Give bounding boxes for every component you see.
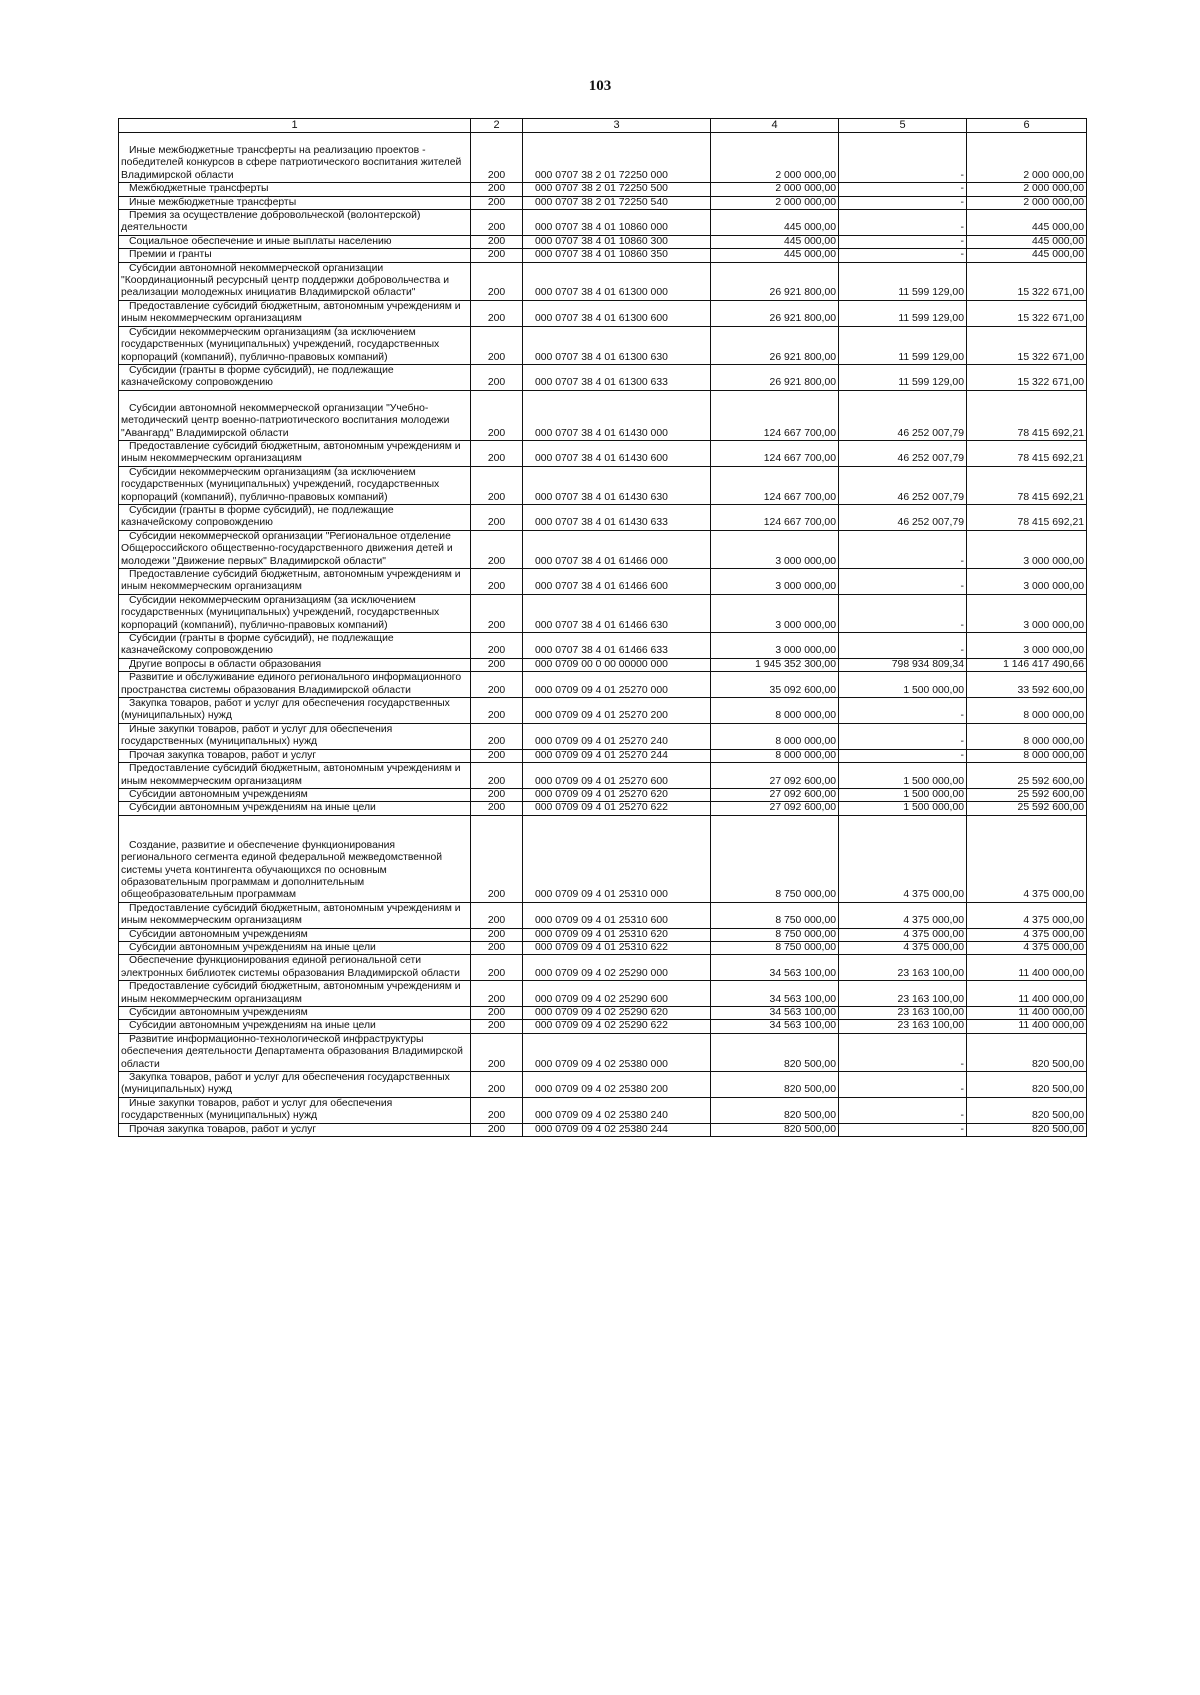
row-executed-amount-cell: 1 500 000,00 <box>839 788 967 801</box>
table-row <box>119 235 1087 248</box>
row-name-cell: Обеспечение функционирования единой региональной сети электронных библиотек системы образования Владимирской области <box>119 955 471 981</box>
budget-table <box>118 118 1087 1137</box>
row-admin-code-cell: 200 <box>471 249 523 262</box>
row-executed-amount-cell: 23 163 100,00 <box>839 955 967 981</box>
row-executed-amount-cell: - <box>839 723 967 749</box>
row-executed-amount-cell: - <box>839 1033 967 1071</box>
row-remaining-amount-cell: 820 500,00 <box>967 1123 1087 1136</box>
table-row <box>119 763 1087 789</box>
row-name-cell: Развитие информационно-технологической инфраструктуры обеспечения деятельности Департамента образования Владимирской области <box>119 1033 471 1071</box>
table-row <box>119 788 1087 801</box>
row-admin-code-cell: 200 <box>471 723 523 749</box>
row-admin-code-cell: 200 <box>471 633 523 659</box>
row-admin-code-cell: 200 <box>471 1072 523 1098</box>
row-classification-code-cell: 000 0709 09 4 01 25270 000 <box>523 672 711 698</box>
row-admin-code-cell: 200 <box>471 262 523 300</box>
row-name-cell: Предоставление субсидий бюджетным, автономным учреждениям и иным некоммерческим организациям <box>119 440 471 466</box>
row-approved-amount-cell: 2 000 000,00 <box>711 133 839 183</box>
row-remaining-amount-cell: 11 400 000,00 <box>967 955 1087 981</box>
row-admin-code-cell: 200 <box>471 196 523 209</box>
row-approved-amount-cell: 820 500,00 <box>711 1033 839 1071</box>
table-row <box>119 902 1087 928</box>
row-approved-amount-cell: 445 000,00 <box>711 235 839 248</box>
row-remaining-amount-cell: 820 500,00 <box>967 1072 1087 1098</box>
row-approved-amount-cell: 3 000 000,00 <box>711 633 839 659</box>
row-executed-amount-cell: 4 375 000,00 <box>839 815 967 902</box>
table-row <box>119 749 1087 762</box>
row-approved-amount-cell: 27 092 600,00 <box>711 802 839 815</box>
row-remaining-amount-cell: 8 000 000,00 <box>967 749 1087 762</box>
row-admin-code-cell: 200 <box>471 504 523 530</box>
table-row <box>119 569 1087 595</box>
row-admin-code-cell: 200 <box>471 928 523 941</box>
table-row <box>119 326 1087 364</box>
header-cell: 6 <box>967 119 1087 133</box>
row-remaining-amount-cell: 25 592 600,00 <box>967 763 1087 789</box>
row-approved-amount-cell: 34 563 100,00 <box>711 981 839 1007</box>
row-approved-amount-cell: 8 750 000,00 <box>711 815 839 902</box>
row-approved-amount-cell: 1 945 352 300,00 <box>711 658 839 671</box>
row-executed-amount-cell: 1 500 000,00 <box>839 763 967 789</box>
row-name-cell: Субсидии автономной некоммерческой организации "Учебно-методический центр военно-патриотического воспитания молодежи "Авангард" Владимирской области <box>119 390 471 440</box>
row-name-cell: Прочая закупка товаров, работ и услуг <box>119 749 471 762</box>
table-row <box>119 210 1087 236</box>
table-row <box>119 364 1087 390</box>
row-approved-amount-cell: 8 000 000,00 <box>711 749 839 762</box>
row-executed-amount-cell: 4 375 000,00 <box>839 928 967 941</box>
row-remaining-amount-cell: 1 146 417 490,66 <box>967 658 1087 671</box>
row-admin-code-cell: 200 <box>471 440 523 466</box>
row-remaining-amount-cell: 4 375 000,00 <box>967 902 1087 928</box>
row-admin-code-cell: 200 <box>471 698 523 724</box>
row-approved-amount-cell: 8 750 000,00 <box>711 902 839 928</box>
row-admin-code-cell: 200 <box>471 763 523 789</box>
row-classification-code-cell: 000 0709 09 4 02 25290 620 <box>523 1007 711 1020</box>
row-remaining-amount-cell: 2 000 000,00 <box>967 196 1087 209</box>
row-name-cell: Закупка товаров, работ и услуг для обеспечения государственных (муниципальных) нужд <box>119 698 471 724</box>
row-classification-code-cell: 000 0707 38 4 01 61430 000 <box>523 390 711 440</box>
row-name-cell: Иные закупки товаров, работ и услуг для обеспечения государственных (муниципальных) нужд <box>119 1097 471 1123</box>
row-remaining-amount-cell: 15 322 671,00 <box>967 300 1087 326</box>
row-name-cell: Субсидии (гранты в форме субсидий), не подлежащие казначейскому сопровождению <box>119 504 471 530</box>
row-executed-amount-cell: - <box>839 1072 967 1098</box>
row-remaining-amount-cell: 820 500,00 <box>967 1033 1087 1071</box>
row-classification-code-cell: 000 0707 38 2 01 72250 540 <box>523 196 711 209</box>
row-approved-amount-cell: 820 500,00 <box>711 1072 839 1098</box>
header-cell: 2 <box>471 119 523 133</box>
row-admin-code-cell: 200 <box>471 672 523 698</box>
row-remaining-amount-cell: 78 415 692,21 <box>967 504 1087 530</box>
row-admin-code-cell: 200 <box>471 749 523 762</box>
row-executed-amount-cell: 11 599 129,00 <box>839 300 967 326</box>
row-name-cell: Социальное обеспечение и иные выплаты населению <box>119 235 471 248</box>
row-name-cell: Субсидии некоммерческим организациям (за исключением государственных (муниципальных) учреждений, государственных корпораций (компаний), публично-правовых компаний) <box>119 326 471 364</box>
row-name-cell: Субсидии автономным учреждениям на иные цели <box>119 802 471 815</box>
row-name-cell: Закупка товаров, работ и услуг для обеспечения государственных (муниципальных) нужд <box>119 1072 471 1098</box>
row-admin-code-cell: 200 <box>471 133 523 183</box>
row-approved-amount-cell: 124 667 700,00 <box>711 466 839 504</box>
row-executed-amount-cell: 11 599 129,00 <box>839 262 967 300</box>
row-admin-code-cell: 200 <box>471 210 523 236</box>
row-name-cell: Прочая закупка товаров, работ и услуг <box>119 1123 471 1136</box>
table-row <box>119 440 1087 466</box>
row-name-cell: Межбюджетные трансферты <box>119 183 471 196</box>
row-admin-code-cell: 200 <box>471 1033 523 1071</box>
row-remaining-amount-cell: 11 400 000,00 <box>967 1007 1087 1020</box>
row-admin-code-cell: 200 <box>471 1123 523 1136</box>
row-approved-amount-cell: 35 092 600,00 <box>711 672 839 698</box>
row-executed-amount-cell: 23 163 100,00 <box>839 1007 967 1020</box>
table-row <box>119 183 1087 196</box>
row-executed-amount-cell: 23 163 100,00 <box>839 981 967 1007</box>
row-remaining-amount-cell: 4 375 000,00 <box>967 941 1087 954</box>
row-remaining-amount-cell: 33 592 600,00 <box>967 672 1087 698</box>
row-classification-code-cell: 000 0709 09 4 02 25380 244 <box>523 1123 711 1136</box>
row-remaining-amount-cell: 445 000,00 <box>967 235 1087 248</box>
row-name-cell: Субсидии автономным учреждениям на иные цели <box>119 941 471 954</box>
table-row <box>119 1123 1087 1136</box>
row-remaining-amount-cell: 8 000 000,00 <box>967 698 1087 724</box>
row-admin-code-cell: 200 <box>471 902 523 928</box>
row-classification-code-cell: 000 0707 38 4 01 61466 600 <box>523 569 711 595</box>
row-approved-amount-cell: 124 667 700,00 <box>711 390 839 440</box>
row-approved-amount-cell: 3 000 000,00 <box>711 569 839 595</box>
row-remaining-amount-cell: 820 500,00 <box>967 1097 1087 1123</box>
row-classification-code-cell: 000 0709 09 4 02 25380 200 <box>523 1072 711 1098</box>
header-cell: 3 <box>523 119 711 133</box>
row-classification-code-cell: 000 0707 38 4 01 61466 633 <box>523 633 711 659</box>
row-remaining-amount-cell: 25 592 600,00 <box>967 788 1087 801</box>
table-row <box>119 955 1087 981</box>
row-name-cell: Развитие и обслуживание единого регионального информационного пространства системы образования Владимирской области <box>119 672 471 698</box>
table-row <box>119 802 1087 815</box>
row-executed-amount-cell: - <box>839 1097 967 1123</box>
row-executed-amount-cell: 46 252 007,79 <box>839 504 967 530</box>
row-approved-amount-cell: 3 000 000,00 <box>711 530 839 568</box>
row-admin-code-cell: 200 <box>471 788 523 801</box>
row-admin-code-cell: 200 <box>471 569 523 595</box>
row-classification-code-cell: 000 0707 38 4 01 61300 600 <box>523 300 711 326</box>
row-approved-amount-cell: 27 092 600,00 <box>711 763 839 789</box>
row-classification-code-cell: 000 0709 09 4 02 25380 000 <box>523 1033 711 1071</box>
row-approved-amount-cell: 820 500,00 <box>711 1123 839 1136</box>
row-approved-amount-cell: 3 000 000,00 <box>711 594 839 632</box>
row-name-cell: Субсидии автономным учреждениям <box>119 1007 471 1020</box>
row-remaining-amount-cell: 11 400 000,00 <box>967 1020 1087 1033</box>
row-approved-amount-cell: 445 000,00 <box>711 210 839 236</box>
row-admin-code-cell: 200 <box>471 815 523 902</box>
row-approved-amount-cell: 8 000 000,00 <box>711 698 839 724</box>
row-remaining-amount-cell: 78 415 692,21 <box>967 390 1087 440</box>
page-number: 103 <box>588 78 612 94</box>
row-remaining-amount-cell: 4 375 000,00 <box>967 815 1087 902</box>
row-classification-code-cell: 000 0707 38 4 01 61430 630 <box>523 466 711 504</box>
row-classification-code-cell: 000 0707 38 4 01 61466 630 <box>523 594 711 632</box>
row-approved-amount-cell: 124 667 700,00 <box>711 504 839 530</box>
table-row <box>119 1033 1087 1071</box>
row-classification-code-cell: 000 0707 38 2 01 72250 000 <box>523 133 711 183</box>
header-cell: 4 <box>711 119 839 133</box>
row-admin-code-cell: 200 <box>471 466 523 504</box>
table-row <box>119 133 1087 183</box>
table-row <box>119 196 1087 209</box>
row-executed-amount-cell: 46 252 007,79 <box>839 466 967 504</box>
row-remaining-amount-cell: 11 400 000,00 <box>967 981 1087 1007</box>
row-approved-amount-cell: 2 000 000,00 <box>711 196 839 209</box>
row-executed-amount-cell: 46 252 007,79 <box>839 390 967 440</box>
row-admin-code-cell: 200 <box>471 326 523 364</box>
row-name-cell: Субсидии некоммерческим организациям (за исключением государственных (муниципальных) учреждений, государственных корпораций (компаний), публично-правовых компаний) <box>119 594 471 632</box>
row-name-cell: Субсидии автономной некоммерческой организации "Координационный ресурсный центр поддержки добровольчества и реализации молодежных инициатив Владимирской области" <box>119 262 471 300</box>
row-admin-code-cell: 200 <box>471 235 523 248</box>
row-remaining-amount-cell: 445 000,00 <box>967 210 1087 236</box>
row-name-cell: Создание, развитие и обеспечение функционирования регионального сегмента единой федеральной межведомственной системы учета контингента обучающихся по основным образовательным программам и дополнительным общеобразовательным программам <box>119 815 471 902</box>
row-name-cell: Предоставление субсидий бюджетным, автономным учреждениям и иным некоммерческим организациям <box>119 569 471 595</box>
row-executed-amount-cell: - <box>839 196 967 209</box>
row-approved-amount-cell: 26 921 800,00 <box>711 300 839 326</box>
table-row <box>119 594 1087 632</box>
row-remaining-amount-cell: 3 000 000,00 <box>967 633 1087 659</box>
row-remaining-amount-cell: 3 000 000,00 <box>967 530 1087 568</box>
row-approved-amount-cell: 27 092 600,00 <box>711 788 839 801</box>
row-executed-amount-cell: - <box>839 633 967 659</box>
table-row <box>119 1072 1087 1098</box>
row-admin-code-cell: 200 <box>471 955 523 981</box>
row-classification-code-cell: 000 0707 38 4 01 61430 600 <box>523 440 711 466</box>
row-remaining-amount-cell: 445 000,00 <box>967 249 1087 262</box>
row-classification-code-cell: 000 0709 09 4 01 25270 240 <box>523 723 711 749</box>
row-name-cell: Предоставление субсидий бюджетным, автономным учреждениям и иным некоммерческим организациям <box>119 300 471 326</box>
row-approved-amount-cell: 8 750 000,00 <box>711 941 839 954</box>
row-approved-amount-cell: 445 000,00 <box>711 249 839 262</box>
row-executed-amount-cell: 11 599 129,00 <box>839 364 967 390</box>
row-classification-code-cell: 000 0709 09 4 02 25290 600 <box>523 981 711 1007</box>
row-executed-amount-cell: - <box>839 1123 967 1136</box>
header-cell: 1 <box>119 119 471 133</box>
row-name-cell: Предоставление субсидий бюджетным, автономным учреждениям и иным некоммерческим организациям <box>119 902 471 928</box>
row-remaining-amount-cell: 78 415 692,21 <box>967 466 1087 504</box>
row-remaining-amount-cell: 15 322 671,00 <box>967 326 1087 364</box>
table-row <box>119 981 1087 1007</box>
row-executed-amount-cell: - <box>839 530 967 568</box>
header-row <box>119 119 1087 133</box>
row-name-cell: Предоставление субсидий бюджетным, автономным учреждениям и иным некоммерческим организациям <box>119 981 471 1007</box>
table-row <box>119 249 1087 262</box>
row-classification-code-cell: 000 0707 38 4 01 10860 300 <box>523 235 711 248</box>
table-row <box>119 633 1087 659</box>
row-approved-amount-cell: 26 921 800,00 <box>711 364 839 390</box>
row-approved-amount-cell: 34 563 100,00 <box>711 955 839 981</box>
row-remaining-amount-cell: 3 000 000,00 <box>967 594 1087 632</box>
row-classification-code-cell: 000 0709 09 4 02 25290 622 <box>523 1020 711 1033</box>
table-row <box>119 530 1087 568</box>
row-admin-code-cell: 200 <box>471 1007 523 1020</box>
row-name-cell: Премия за осуществление добровольческой (волонтерской) деятельности <box>119 210 471 236</box>
row-executed-amount-cell: 1 500 000,00 <box>839 672 967 698</box>
row-approved-amount-cell: 2 000 000,00 <box>711 183 839 196</box>
row-approved-amount-cell: 8 000 000,00 <box>711 723 839 749</box>
row-admin-code-cell: 200 <box>471 300 523 326</box>
row-executed-amount-cell: 1 500 000,00 <box>839 802 967 815</box>
row-name-cell: Субсидии (гранты в форме субсидий), не подлежащие казначейскому сопровождению <box>119 364 471 390</box>
row-executed-amount-cell: - <box>839 235 967 248</box>
row-admin-code-cell: 200 <box>471 530 523 568</box>
row-admin-code-cell: 200 <box>471 941 523 954</box>
row-admin-code-cell: 200 <box>471 981 523 1007</box>
row-executed-amount-cell: - <box>839 210 967 236</box>
row-name-cell: Премии и гранты <box>119 249 471 262</box>
table-row <box>119 466 1087 504</box>
row-classification-code-cell: 000 0709 09 4 02 25380 240 <box>523 1097 711 1123</box>
row-executed-amount-cell: - <box>839 594 967 632</box>
table-row <box>119 941 1087 954</box>
row-executed-amount-cell: 4 375 000,00 <box>839 941 967 954</box>
row-classification-code-cell: 000 0709 09 4 01 25270 200 <box>523 698 711 724</box>
row-admin-code-cell: 200 <box>471 390 523 440</box>
row-remaining-amount-cell: 4 375 000,00 <box>967 928 1087 941</box>
row-classification-code-cell: 000 0709 09 4 01 25270 620 <box>523 788 711 801</box>
row-admin-code-cell: 200 <box>471 183 523 196</box>
row-classification-code-cell: 000 0707 38 4 01 61466 000 <box>523 530 711 568</box>
row-classification-code-cell: 000 0709 09 4 01 25270 622 <box>523 802 711 815</box>
row-classification-code-cell: 000 0707 38 4 01 10860 000 <box>523 210 711 236</box>
row-admin-code-cell: 200 <box>471 594 523 632</box>
table-row <box>119 698 1087 724</box>
table-row <box>119 658 1087 671</box>
row-executed-amount-cell: 798 934 809,34 <box>839 658 967 671</box>
row-remaining-amount-cell: 8 000 000,00 <box>967 723 1087 749</box>
row-remaining-amount-cell: 25 592 600,00 <box>967 802 1087 815</box>
row-classification-code-cell: 000 0707 38 4 01 61430 633 <box>523 504 711 530</box>
header-cell: 5 <box>839 119 967 133</box>
row-remaining-amount-cell: 15 322 671,00 <box>967 364 1087 390</box>
table-row <box>119 390 1087 440</box>
row-approved-amount-cell: 34 563 100,00 <box>711 1020 839 1033</box>
table-row <box>119 262 1087 300</box>
row-executed-amount-cell: - <box>839 133 967 183</box>
row-classification-code-cell: 000 0707 38 4 01 61300 630 <box>523 326 711 364</box>
row-classification-code-cell: 000 0707 38 4 01 61300 000 <box>523 262 711 300</box>
table-row <box>119 672 1087 698</box>
row-name-cell: Субсидии автономным учреждениям на иные цели <box>119 1020 471 1033</box>
row-executed-amount-cell: 4 375 000,00 <box>839 902 967 928</box>
row-remaining-amount-cell: 78 415 692,21 <box>967 440 1087 466</box>
row-admin-code-cell: 200 <box>471 364 523 390</box>
row-classification-code-cell: 000 0709 09 4 02 25290 000 <box>523 955 711 981</box>
row-approved-amount-cell: 34 563 100,00 <box>711 1007 839 1020</box>
row-name-cell: Субсидии некоммерческим организациям (за исключением государственных (муниципальных) учреждений, государственных корпораций (компаний), публично-правовых компаний) <box>119 466 471 504</box>
row-executed-amount-cell: 11 599 129,00 <box>839 326 967 364</box>
row-executed-amount-cell: - <box>839 749 967 762</box>
row-classification-code-cell: 000 0709 09 4 01 25270 244 <box>523 749 711 762</box>
row-executed-amount-cell: - <box>839 183 967 196</box>
row-name-cell: Иные межбюджетные трансферты <box>119 196 471 209</box>
row-admin-code-cell: 200 <box>471 802 523 815</box>
row-classification-code-cell: 000 0707 38 4 01 10860 350 <box>523 249 711 262</box>
row-remaining-amount-cell: 3 000 000,00 <box>967 569 1087 595</box>
table-row <box>119 928 1087 941</box>
row-remaining-amount-cell: 15 322 671,00 <box>967 262 1087 300</box>
row-name-cell: Иные закупки товаров, работ и услуг для обеспечения государственных (муниципальных) нужд <box>119 723 471 749</box>
row-approved-amount-cell: 820 500,00 <box>711 1097 839 1123</box>
row-executed-amount-cell: - <box>839 698 967 724</box>
row-name-cell: Субсидии автономным учреждениям <box>119 928 471 941</box>
row-classification-code-cell: 000 0709 09 4 01 25310 000 <box>523 815 711 902</box>
table-row <box>119 815 1087 902</box>
table-row <box>119 1020 1087 1033</box>
row-remaining-amount-cell: 2 000 000,00 <box>967 133 1087 183</box>
row-classification-code-cell: 000 0709 09 4 01 25270 600 <box>523 763 711 789</box>
table-row <box>119 1097 1087 1123</box>
table-row <box>119 300 1087 326</box>
row-name-cell: Субсидии автономным учреждениям <box>119 788 471 801</box>
row-classification-code-cell: 000 0709 09 4 01 25310 620 <box>523 928 711 941</box>
row-executed-amount-cell: 46 252 007,79 <box>839 440 967 466</box>
row-remaining-amount-cell: 2 000 000,00 <box>967 183 1087 196</box>
row-approved-amount-cell: 26 921 800,00 <box>711 262 839 300</box>
row-admin-code-cell: 200 <box>471 1097 523 1123</box>
row-classification-code-cell: 000 0707 38 2 01 72250 500 <box>523 183 711 196</box>
row-executed-amount-cell: - <box>839 569 967 595</box>
table-row <box>119 723 1087 749</box>
table-row <box>119 1007 1087 1020</box>
row-classification-code-cell: 000 0707 38 4 01 61300 633 <box>523 364 711 390</box>
row-executed-amount-cell: 23 163 100,00 <box>839 1020 967 1033</box>
row-classification-code-cell: 000 0709 09 4 01 25310 600 <box>523 902 711 928</box>
row-name-cell: Субсидии некоммерческой организации "Региональное отделение Общероссийского общественно-государственного движения детей и молодежи "Движение первых" Владимирской области" <box>119 530 471 568</box>
row-name-cell: Субсидии (гранты в форме субсидий), не подлежащие казначейскому сопровождению <box>119 633 471 659</box>
row-approved-amount-cell: 8 750 000,00 <box>711 928 839 941</box>
row-name-cell: Иные межбюджетные трансферты на реализацию проектов - победителей конкурсов в сфере патриотического воспитания жителей Владимирской области <box>119 133 471 183</box>
table-row <box>119 504 1087 530</box>
row-classification-code-cell: 000 0709 00 0 00 00000 000 <box>523 658 711 671</box>
row-admin-code-cell: 200 <box>471 1020 523 1033</box>
row-approved-amount-cell: 124 667 700,00 <box>711 440 839 466</box>
row-classification-code-cell: 000 0709 09 4 01 25310 622 <box>523 941 711 954</box>
row-admin-code-cell: 200 <box>471 658 523 671</box>
row-name-cell: Другие вопросы в области образования <box>119 658 471 671</box>
row-executed-amount-cell: - <box>839 249 967 262</box>
row-name-cell: Предоставление субсидий бюджетным, автономным учреждениям и иным некоммерческим организациям <box>119 763 471 789</box>
row-approved-amount-cell: 26 921 800,00 <box>711 326 839 364</box>
